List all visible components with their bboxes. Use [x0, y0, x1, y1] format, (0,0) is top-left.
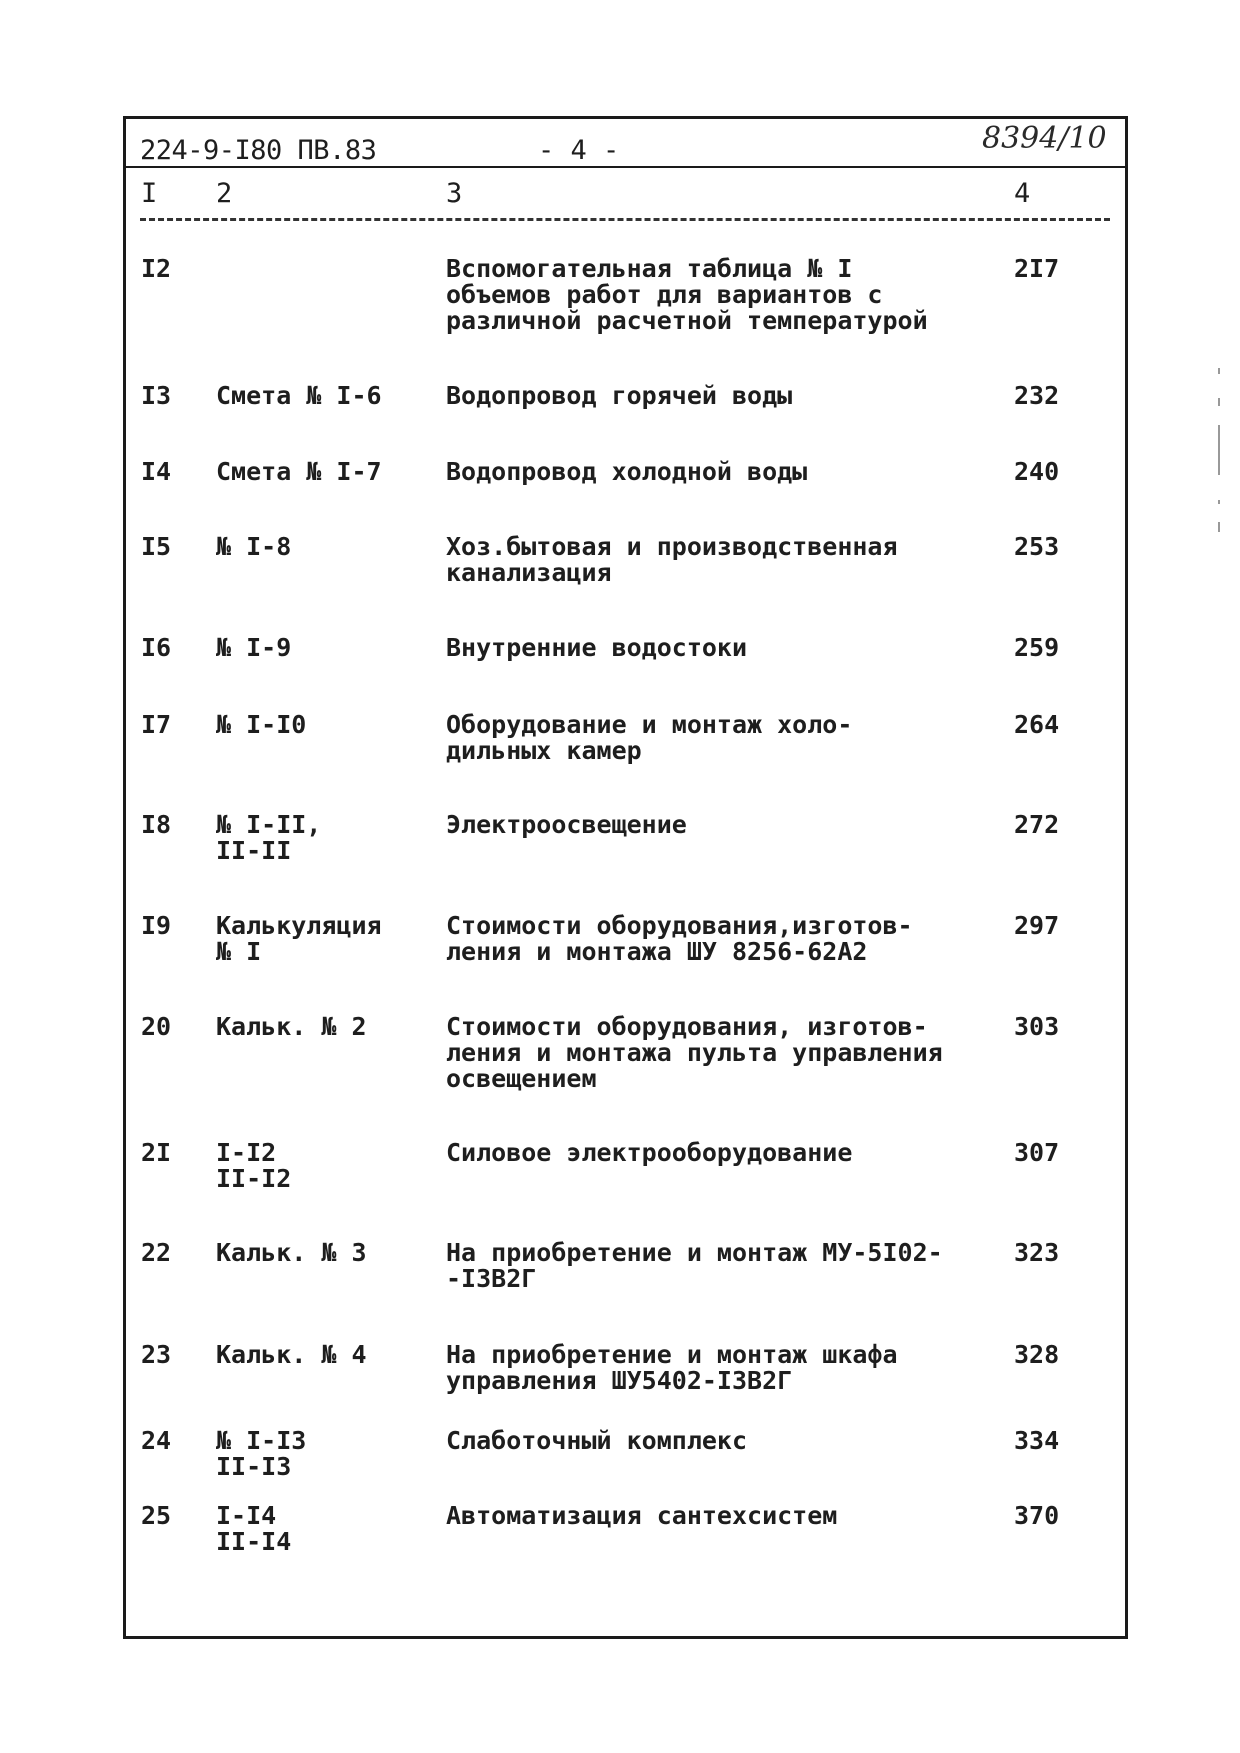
page-reference: 303: [1014, 1012, 1060, 1041]
section-title-line: Стоимости оборудования, изготов-: [446, 1012, 928, 1041]
estimate-reference-line: № I-8: [216, 532, 292, 561]
column-header-1: I: [141, 178, 158, 209]
estimate-reference-line: Калькуляция: [216, 911, 382, 940]
section-title: [446, 256, 976, 334]
row-number: I2: [141, 254, 172, 283]
page-number: - 4 -: [538, 135, 620, 166]
section-title-line: Внутренние водостоки: [446, 633, 748, 662]
page-reference: 323: [1014, 1238, 1060, 1267]
page-reference: 259: [1014, 633, 1060, 662]
archive-number: 8394/10: [982, 121, 1107, 156]
estimate-reference: [216, 812, 321, 864]
section-title-line: Автоматизация сантехсистем: [446, 1501, 838, 1530]
section-title-line: Оборудование и монтаж холо-: [446, 710, 853, 739]
section-title-line: дильных камер: [446, 736, 642, 765]
page-reference: 253: [1014, 532, 1060, 561]
section-title-line: Водопровод холодной воды: [446, 457, 808, 486]
section-title-line: ления и монтажа ШУ 8256-62А2: [446, 937, 868, 966]
section-title-line: управления ШУ5402-I3В2Г: [446, 1366, 793, 1395]
row-number: 2I: [141, 1138, 172, 1167]
estimate-reference-line: I-I2: [216, 1138, 277, 1167]
row-number: 25: [141, 1501, 172, 1530]
estimate-reference-line: II-II: [216, 836, 292, 865]
section-title-line: Силовое электрооборудование: [446, 1138, 853, 1167]
page-reference: 307: [1014, 1138, 1060, 1167]
document-code: 224-9-I80 ПВ.83: [140, 135, 377, 166]
estimate-reference-line: I-I4: [216, 1501, 277, 1530]
section-title: [446, 812, 976, 838]
row-number: I7: [141, 710, 172, 739]
section-title-line: На приобретение и монтаж МУ-5I02-: [446, 1238, 943, 1267]
estimate-reference-line: № I-II,: [216, 810, 322, 839]
estimate-reference-line: № I-9: [216, 633, 292, 662]
section-title: [446, 383, 976, 409]
row-number: 23: [141, 1340, 172, 1369]
section-title: [446, 1240, 976, 1292]
row-number: I8: [141, 810, 172, 839]
row-number: 20: [141, 1012, 172, 1041]
estimate-reference: [216, 459, 382, 485]
estimate-reference: [216, 1428, 306, 1480]
estimate-reference-line: II-I2: [216, 1164, 292, 1193]
page-reference: 297: [1014, 911, 1060, 940]
estimate-reference: [216, 1140, 291, 1192]
estimate-reference: [216, 1342, 367, 1368]
section-title-line: Вспомогательная таблица № I: [446, 254, 853, 283]
estimate-reference-line: № I-I0: [216, 710, 307, 739]
margin-mark: [1218, 368, 1220, 374]
row-number: 22: [141, 1238, 172, 1267]
section-title-line: канализация: [446, 558, 612, 587]
section-title: [446, 913, 976, 965]
section-title-line: Стоимости оборудования,изготов-: [446, 911, 913, 940]
page-reference: 240: [1014, 457, 1060, 486]
estimate-reference-line: Смета № I-7: [216, 457, 382, 486]
section-title: [446, 1140, 976, 1166]
page-reference: 272: [1014, 810, 1060, 839]
page-reference: 264: [1014, 710, 1060, 739]
margin-mark: [1218, 500, 1220, 504]
header-rule: [123, 166, 1128, 168]
estimate-reference: [216, 712, 306, 738]
section-title: [446, 1503, 976, 1529]
page-reference: 2I7: [1014, 254, 1060, 283]
estimate-reference-line: II-I3: [216, 1452, 292, 1481]
section-title-line: ления и монтажа пульта управления: [446, 1038, 943, 1067]
page-reference: 370: [1014, 1501, 1060, 1530]
estimate-reference: [216, 1240, 367, 1266]
row-number: I9: [141, 911, 172, 940]
section-title: [446, 635, 976, 661]
estimate-reference-line: Кальк. № 3: [216, 1238, 367, 1267]
section-title: [446, 534, 976, 586]
page-reference: 334: [1014, 1426, 1060, 1455]
estimate-reference: [216, 534, 291, 560]
section-title-line: Хоз.бытовая и производственная: [446, 532, 898, 561]
column-header-4: 4: [1014, 178, 1031, 209]
row-number: I6: [141, 633, 172, 662]
row-number: I3: [141, 381, 172, 410]
estimate-reference-line: II-I4: [216, 1527, 292, 1556]
page-frame: [123, 116, 1128, 1639]
dashed-divider: [140, 218, 1110, 221]
estimate-reference-line: № I-I3: [216, 1426, 307, 1455]
estimate-reference-line: Кальк. № 4: [216, 1340, 367, 1369]
estimate-reference: [216, 1014, 367, 1040]
page-reference: 232: [1014, 381, 1060, 410]
section-title-line: Водопровод горячей воды: [446, 381, 793, 410]
estimate-reference: [216, 383, 382, 409]
section-title: [446, 459, 976, 485]
estimate-reference: [216, 1503, 291, 1555]
row-number: I4: [141, 457, 172, 486]
section-title-line: различной расчетной температурой: [446, 306, 928, 335]
column-header-2: 2: [216, 178, 233, 209]
row-number: I5: [141, 532, 172, 561]
estimate-reference-line: Кальк. № 2: [216, 1012, 367, 1041]
margin-mark: [1218, 398, 1220, 406]
estimate-reference-line: № I: [216, 937, 262, 966]
section-title: [446, 1428, 976, 1454]
section-title-line: Слаботочный комплекс: [446, 1426, 748, 1455]
section-title-line: Электроосвещение: [446, 810, 687, 839]
column-header-3: 3: [446, 178, 463, 209]
section-title: [446, 1342, 976, 1394]
page-reference: 328: [1014, 1340, 1060, 1369]
estimate-reference: [216, 913, 382, 965]
section-title-line: На приобретение и монтаж шкафа: [446, 1340, 898, 1369]
estimate-reference-line: Смета № I-6: [216, 381, 382, 410]
estimate-reference: [216, 635, 291, 661]
section-title: [446, 712, 976, 764]
section-title-line: объемов работ для вариантов с: [446, 280, 883, 309]
margin-mark: [1218, 425, 1220, 475]
section-title-line: -I3В2Г: [446, 1264, 537, 1293]
section-title-line: освещением: [446, 1064, 597, 1093]
row-number: 24: [141, 1426, 172, 1455]
margin-mark: [1218, 522, 1220, 532]
section-title: [446, 1014, 976, 1092]
